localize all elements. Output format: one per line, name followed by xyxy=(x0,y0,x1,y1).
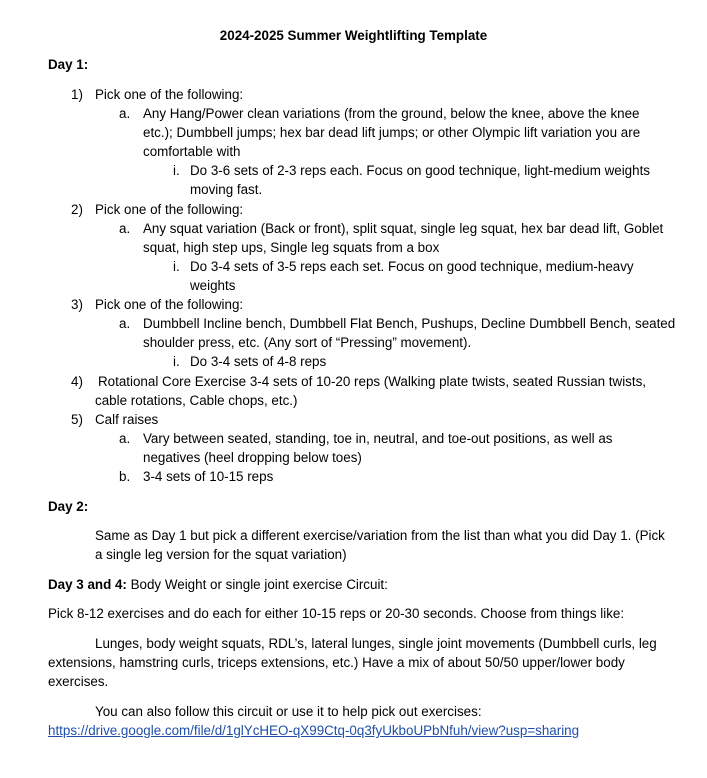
sub-marker: a. xyxy=(119,316,131,331)
list-number: 3) xyxy=(71,297,83,312)
sub-item-line: Any squat variation (Back or front), split squat, single leg squat, hex bar dead lift, Goblet xyxy=(143,221,664,236)
sub-item-line: squat, high step ups, Single leg squats from a box xyxy=(143,240,440,255)
day2-heading: Day 2: xyxy=(48,499,89,514)
day34-heading: Day 3 and 4: xyxy=(48,577,127,592)
day34-heading-line xyxy=(48,575,388,594)
list-number: 1) xyxy=(71,87,83,102)
roman-marker: i. xyxy=(173,163,180,178)
sub-marker: a. xyxy=(119,106,131,121)
paragraph-line: Lunges, body weight squats, RDL’s, lateral lunges, single joint movements (Dumbbell curls, leg xyxy=(95,636,657,651)
roman-item-line: weights xyxy=(190,278,236,293)
roman-item-line: moving fast. xyxy=(190,182,263,197)
paragraph-line: Same as Day 1 but pick a different exercise/variation from the list than what you did Day 1. (Pick xyxy=(95,528,665,543)
paragraph-line: Pick 8-12 exercises and do each for either 10-15 reps or 20-30 seconds. Choose from things like: xyxy=(48,606,625,621)
paragraph-line: extensions, hamstring curls, triceps extensions, etc.) Have a mix of about 50/50 upper/lower body xyxy=(48,655,625,670)
roman-item-line: Do 3-6 sets of 2-3 reps each. Focus on good technique, light-medium weights xyxy=(190,163,650,178)
page-title: 2024-2025 Summer Weightlifting Template xyxy=(219,28,488,43)
circuit-link[interactable]: https://drive.google.com/file/d/1glYcHEO-qX99Ctq-0q3fyUkboUPbNfuh/view?usp=sharing xyxy=(48,723,580,738)
list-item-text: cable rotations, Cable chops, etc.) xyxy=(95,393,298,408)
sub-item-line: shoulder press, etc. (Any sort of “Pressing” movement). xyxy=(143,335,472,350)
sub-item-line: comfortable with xyxy=(143,144,241,159)
link-line xyxy=(48,721,579,740)
sub-marker: a. xyxy=(119,221,131,236)
list-number: 2) xyxy=(71,202,83,217)
paragraph-line: You can also follow this circuit or use it to help pick out exercises: xyxy=(95,704,482,719)
roman-marker: i. xyxy=(173,354,180,369)
sub-item-line: Dumbbell Incline bench, Dumbbell Flat Bench, Pushups, Decline Dumbbell Bench, seated xyxy=(143,316,676,331)
sub-marker: a. xyxy=(119,431,131,446)
list-item-text: Rotational Core Exercise 3-4 sets of 10-20 reps (Walking plate twists, seated Russian twists, xyxy=(98,374,647,389)
roman-marker: i. xyxy=(173,259,180,274)
list-number: 5) xyxy=(71,412,83,427)
roman-item-line: Do 3-4 sets of 4-8 reps xyxy=(190,354,327,369)
sub-item-line: Any Hang/Power clean variations (from the ground, below the knee, above the knee xyxy=(143,106,640,121)
list-item-text: Pick one of the following: xyxy=(95,297,244,312)
sub-item-line: etc.); Dumbbell jumps; hex bar dead lift jumps; or other Olympic lift variation you are xyxy=(143,125,641,140)
roman-item-line: Do 3-4 sets of 3-5 reps each set. Focus on good technique, medium-heavy xyxy=(190,259,634,274)
sub-item-line: negatives (heel dropping below toes) xyxy=(143,450,362,465)
list-item-text: Pick one of the following: xyxy=(95,202,244,217)
list-item-text: Pick one of the following: xyxy=(95,87,244,102)
list-item-text: Calf raises xyxy=(95,412,159,427)
day34-heading-rest: Body Weight or single joint exercise Circuit: xyxy=(126,577,388,592)
paragraph-line: exercises. xyxy=(48,674,109,689)
sub-item-line: Vary between seated, standing, toe in, neutral, and toe-out positions, as well as xyxy=(143,431,613,446)
sub-marker: b. xyxy=(119,469,131,484)
paragraph-line: a single leg version for the squat variation) xyxy=(95,547,347,562)
day1-heading: Day 1: xyxy=(48,57,89,72)
sub-item-line: 3-4 sets of 10-15 reps xyxy=(143,469,274,484)
list-number: 4) xyxy=(71,374,83,389)
